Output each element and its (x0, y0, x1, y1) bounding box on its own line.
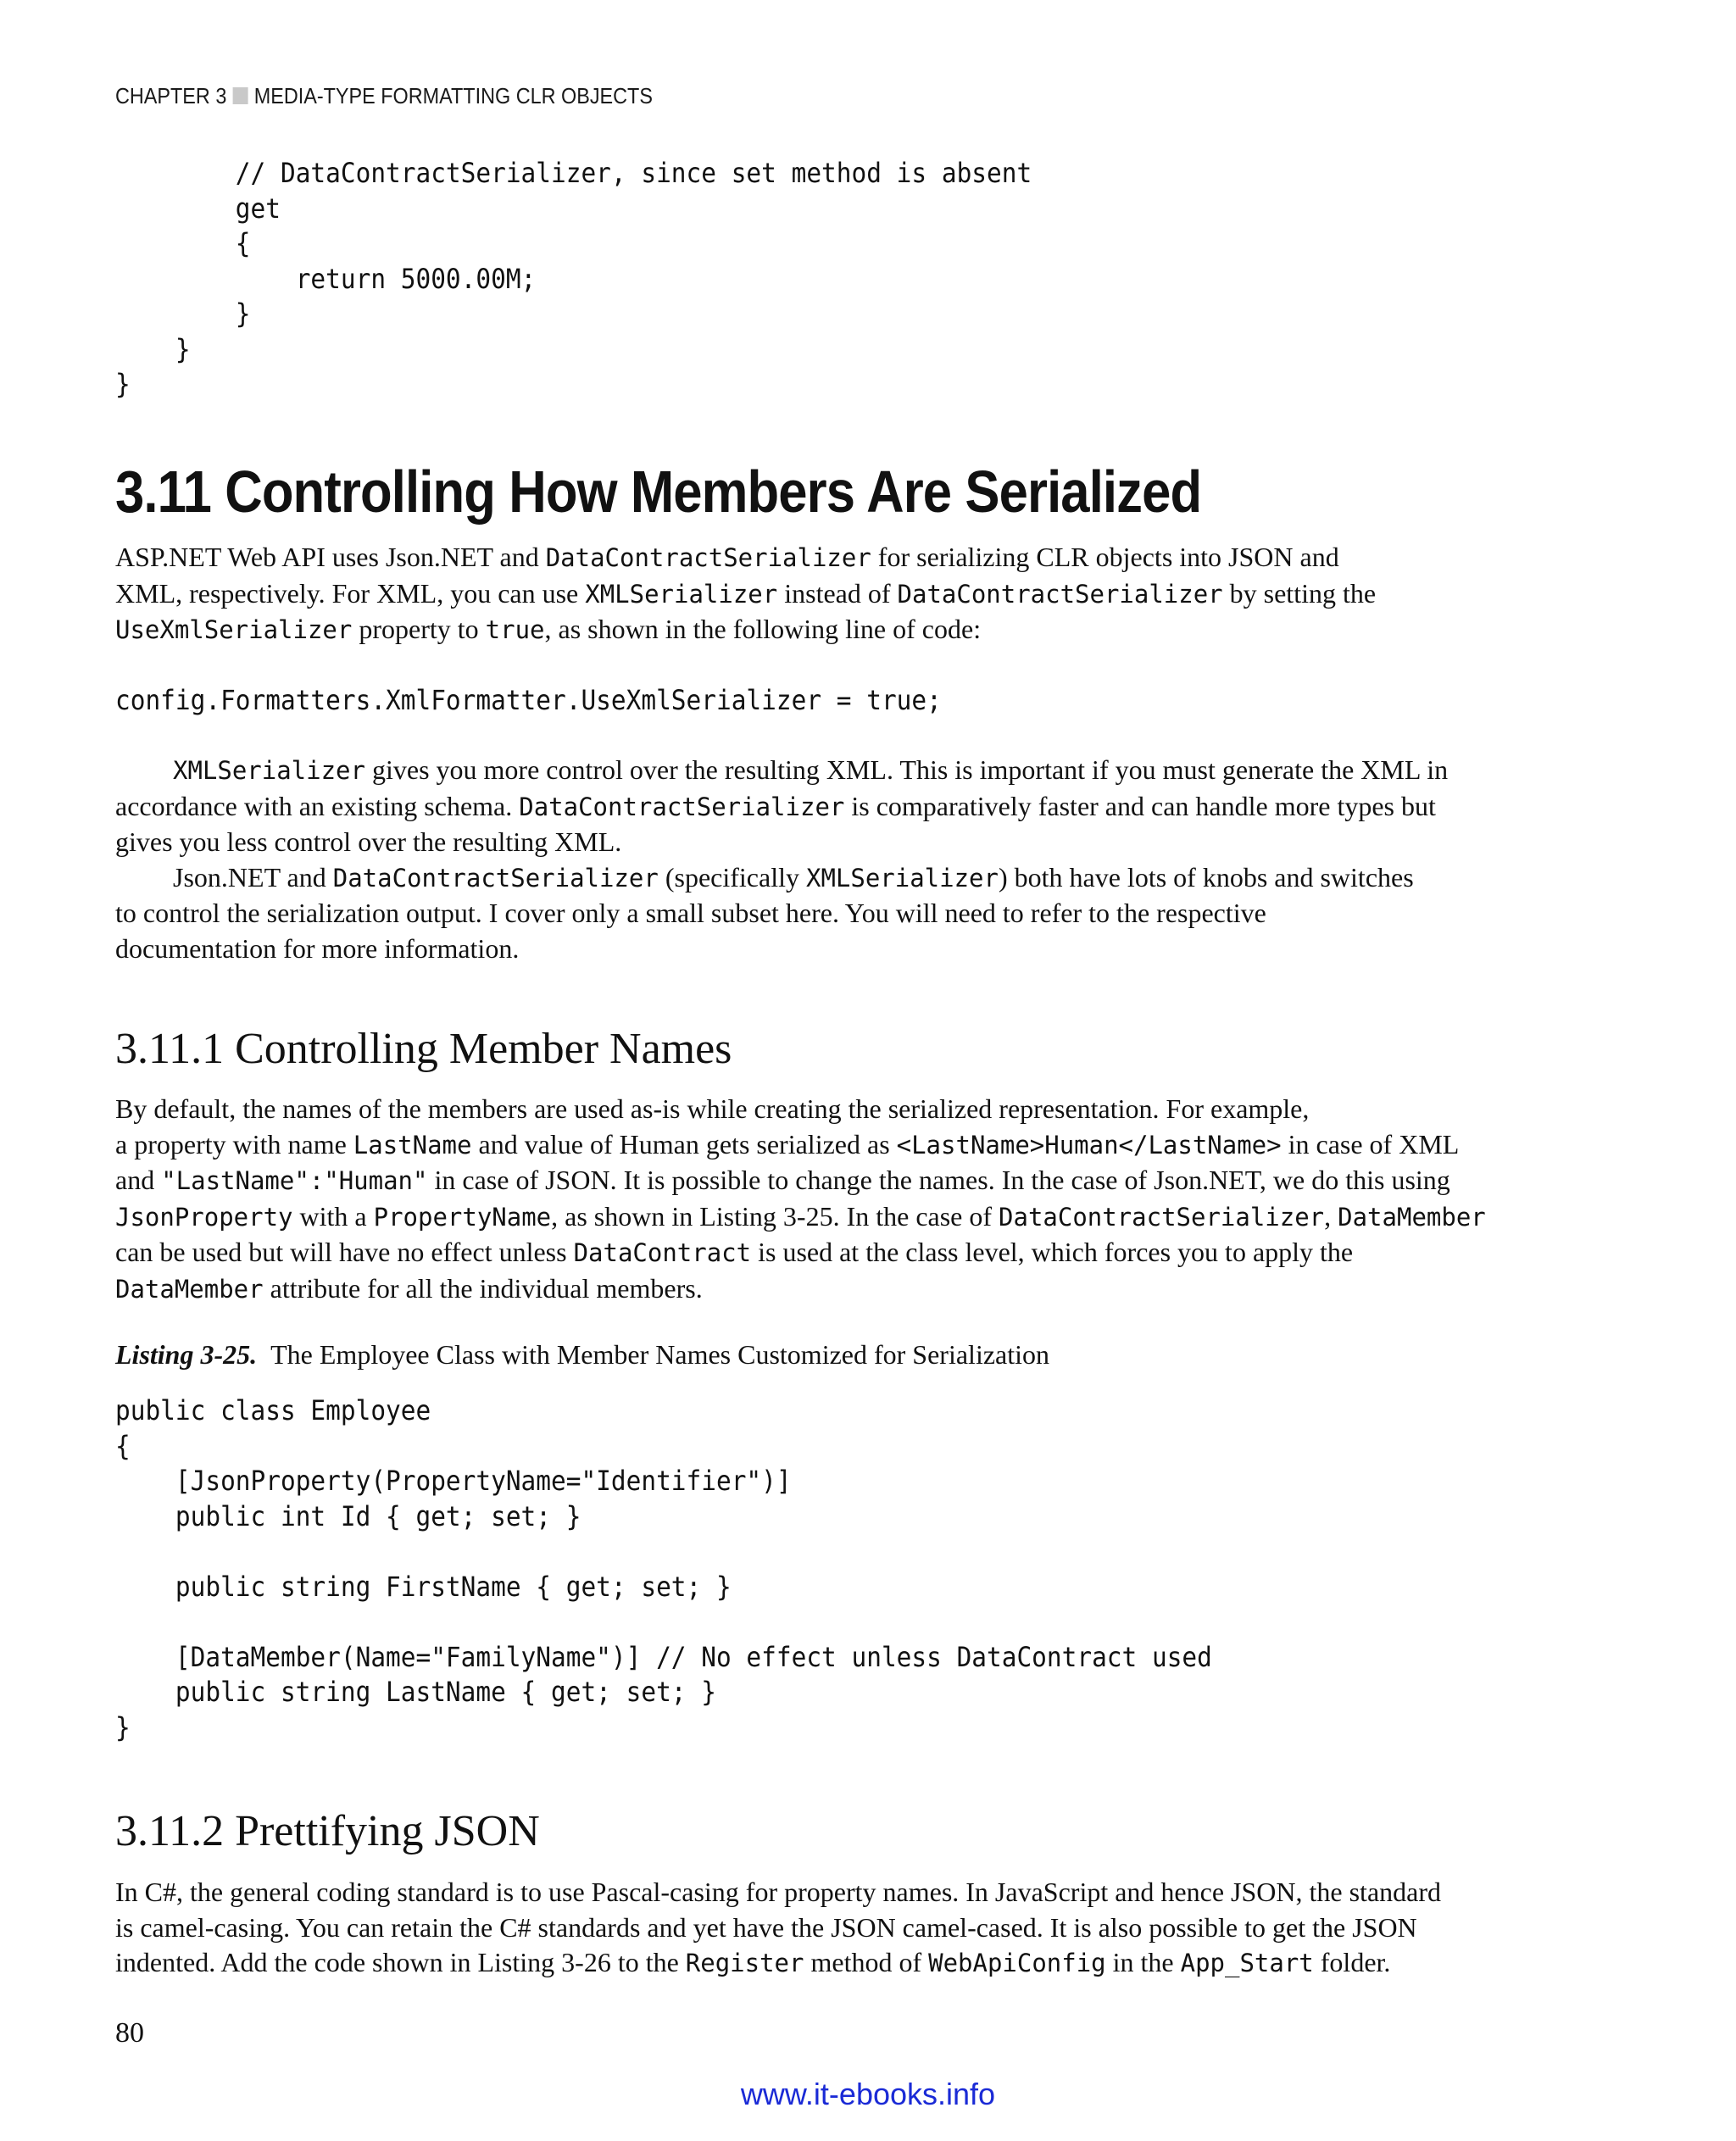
code-block-top: // DataContractSerializer, since set method is absent get { return 5000.00M; } } } (115, 157, 1032, 400)
member-names-paragraph: By default, the names of the members are used as-is while creating the serialized representation. For example, a property with name LastName and value of Human gets serialized as <LastName>Human</LastName> in case of XML and "LastName":"Human" in case of JSON. It is possible to change the names. In the case of Json.NET, we do this using JsonProperty with a PropertyName, as shown in Listing 3-25. In the case of DataContractSerializer, DataMember can be used but will have no effect unless DataContract is used at the class level, which forces you to apply the DataMember attribute for all the individual members. (115, 1093, 1486, 1304)
listing-code-block: public class Employee { [JsonProperty(PropertyName="Identifier")] public int Id { get; set; } public string FirstName { get; set; } [DataMember(Name="FamilyName")] // No effect unless DataContract used public string LastName { get; set; } } (115, 1394, 1212, 1743)
header-separator (233, 87, 248, 104)
serializer-paragraph: XMLSerializer gives you more control over the resulting XML. This is important if you must generate the XML in accordance with an existing schema. DataContractSerializer is comparatively faster and can handle more types but gives you less control over the resulting XML. Json.NET and DataContractSerializer (specifically XMLSerializer) both have lots of knobs and switches to control the serialization output. I cover only a small subset here. You will need to refer to the respective documentation for more information. (115, 754, 1449, 964)
running-header (115, 83, 653, 109)
intro-paragraph: ASP.NET Web API uses Json.NET and DataContractSerializer for serializing CLR objects into JSON and XML, respectively. For XML, you can use XMLSerializer instead of DataContractSerializer by setting the UseXmlSerializer property to true, as shown in the following line of code: (115, 542, 1377, 645)
listing-caption-text: The Employee Class with Member Names Customized for Serialization (270, 1339, 1050, 1370)
listing-caption (115, 1339, 1049, 1371)
footer-website-link[interactable]: www.it-ebooks.info (740, 2077, 996, 2111)
config-code-line: config.Formatters.XmlFormatter.UseXmlSerializer = true; (115, 684, 942, 716)
listing-label: Listing 3-25. (115, 1339, 258, 1370)
chapter-label: CHAPTER 3 (115, 83, 227, 108)
chapter-title: MEDIA-TYPE FORMATTING CLR OBJECTS (253, 83, 653, 108)
section-heading: 3.11 Controlling How Members Are Serialized (115, 459, 1202, 525)
subsection-heading-member-names: 3.11.1 Controlling Member Names (115, 1025, 732, 1073)
prettifying-paragraph: In C#, the general coding standard is to use Pascal-casing for property names. In JavaScript and hence JSON, the standard is camel-casing. You can retain the C# standards and yet have the JSON camel-cased. It is also possible to get the JSON indented. Add the code shown in Listing 3-26 to the Register method of WebApiConfig in the App_Start folder. (115, 1877, 1441, 1978)
page-number: 80 (115, 2017, 144, 2049)
subsection-heading-prettifying-json: 3.11.2 Prettifying JSON (115, 1807, 540, 1855)
